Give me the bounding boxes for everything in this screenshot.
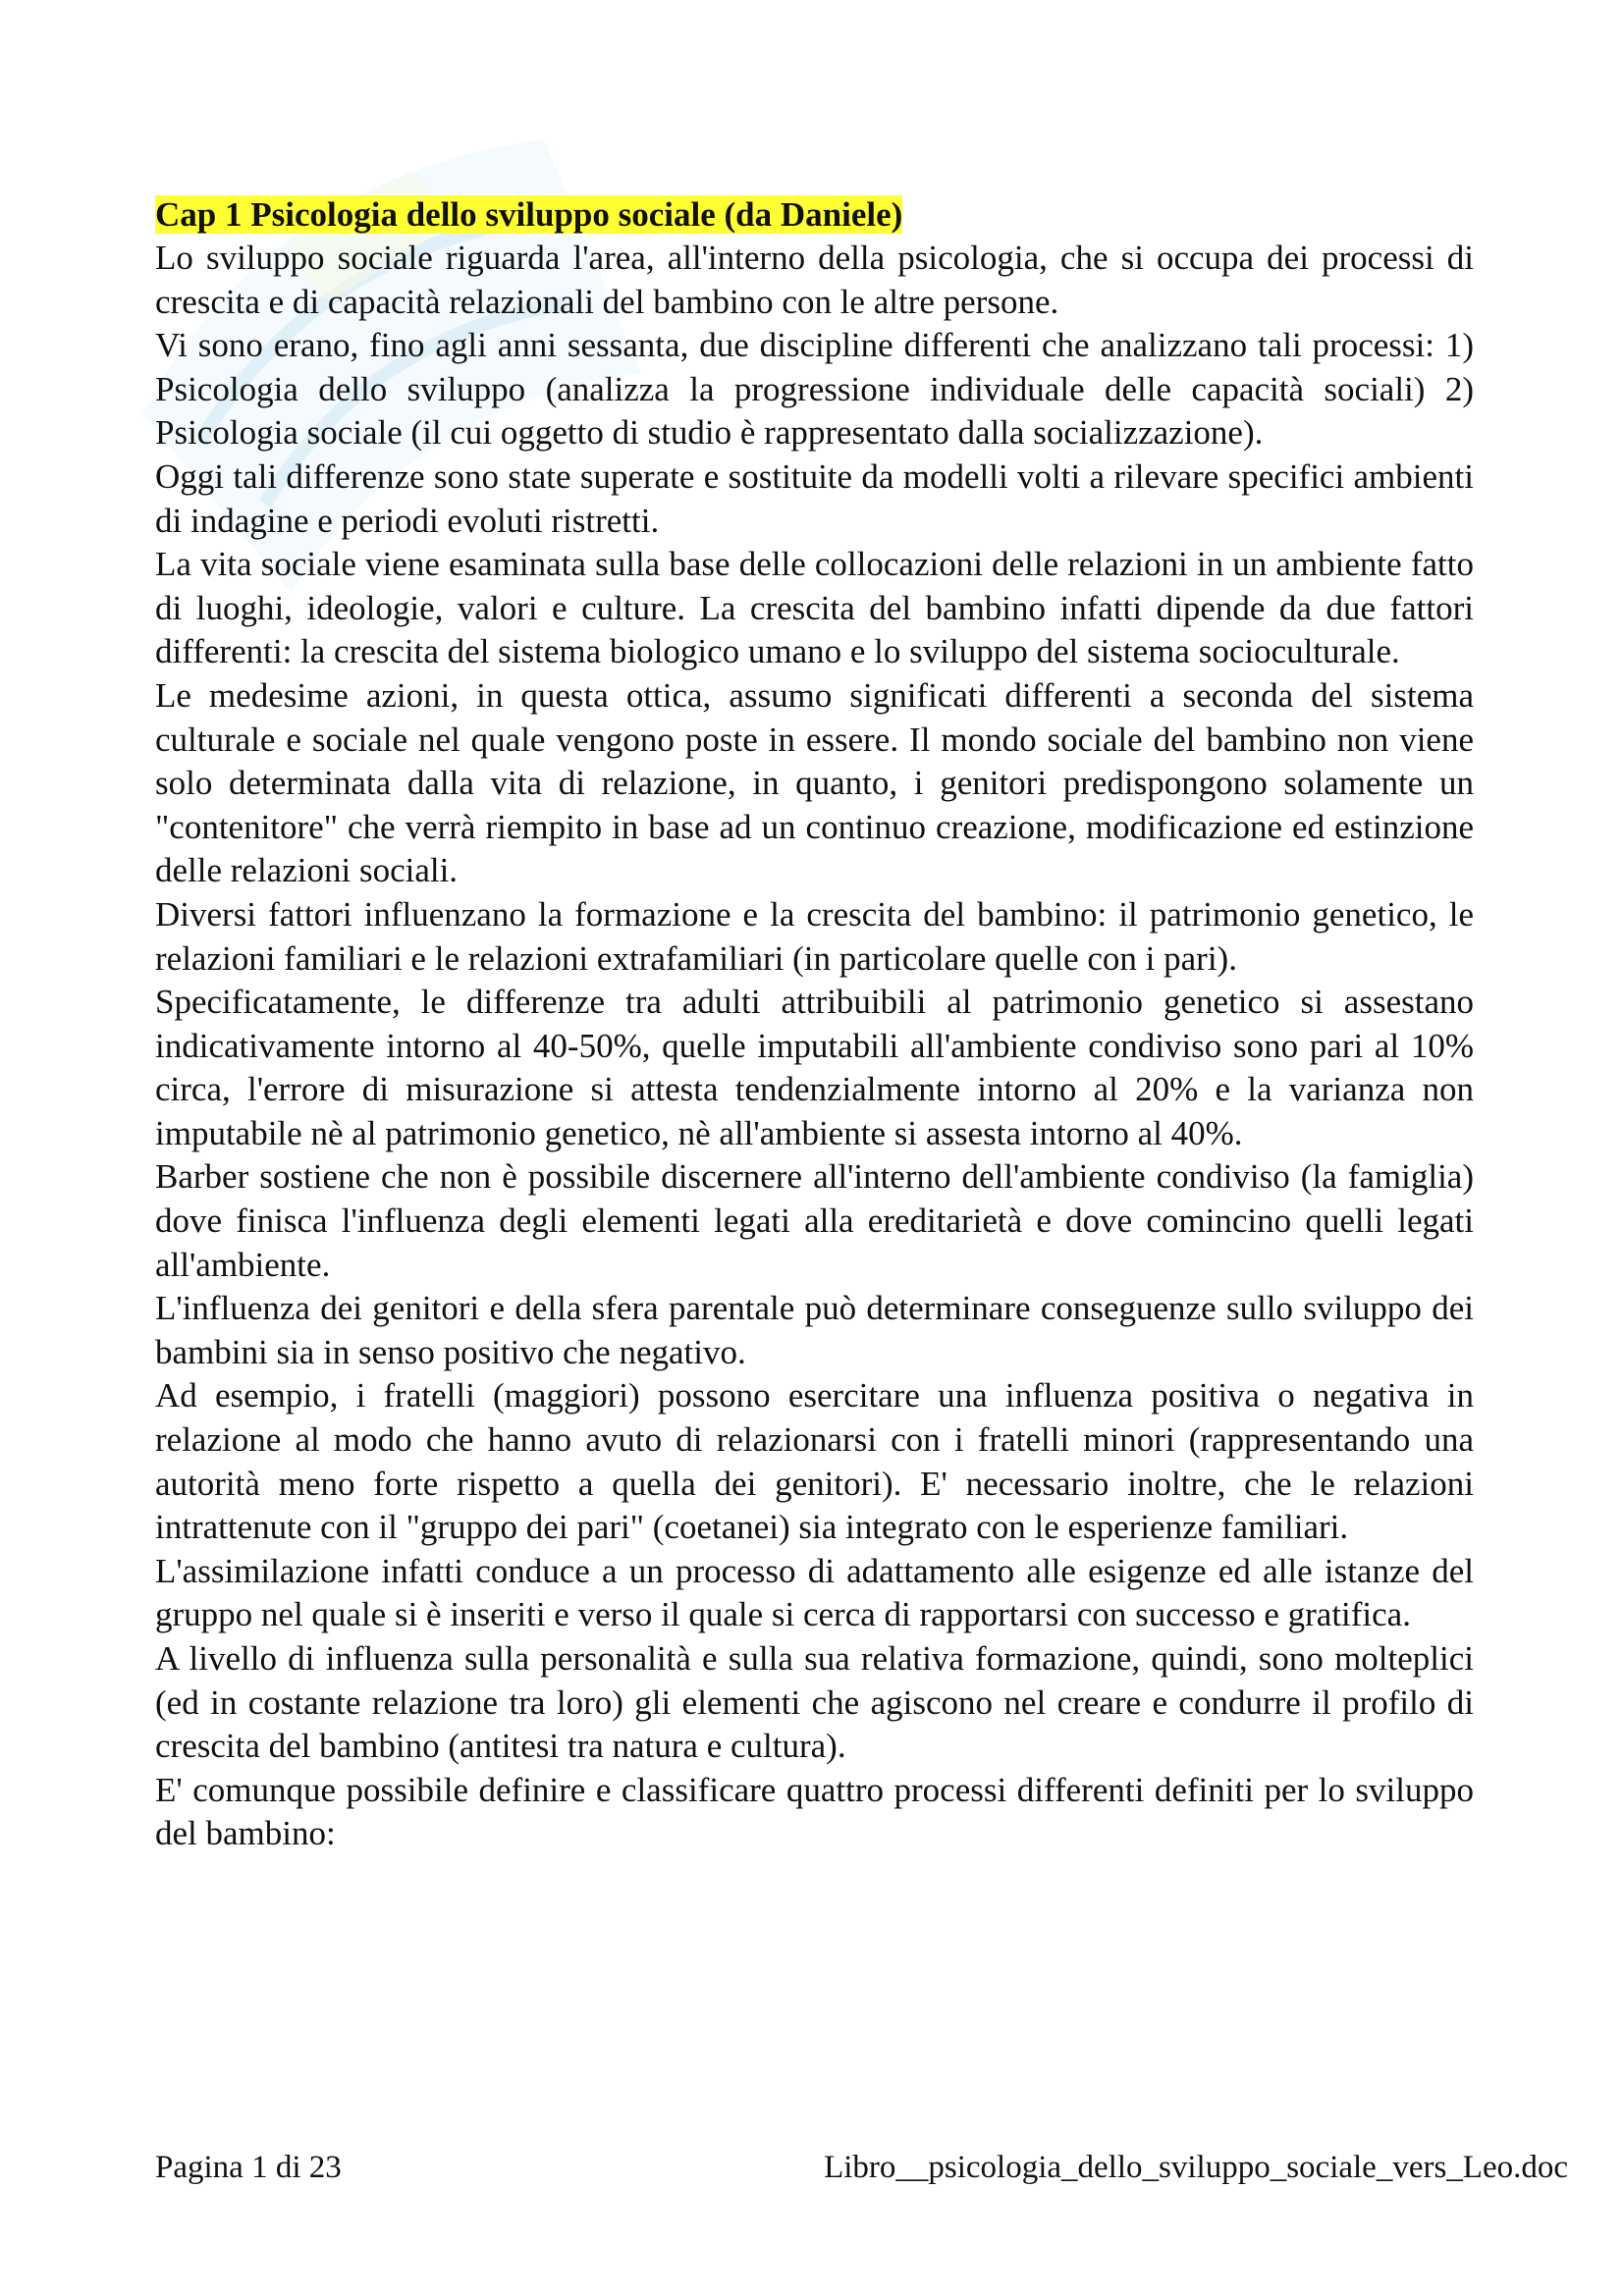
paragraph-2: Vi sono erano, fino agli anni sessanta, due discipline differenti che analizzano tali processi: 1) Psicologia dello sviluppo (analizza la progressione individuale delle capacità sociali) 2) Psicologia sociale (il cui oggetto di studio è rappresentato dalla socializzazione). xyxy=(155,326,1474,453)
paragraph-13: E' comunque possibile definire e classificare quattro processi differenti definiti per lo sviluppo del bambino: xyxy=(155,1770,1474,1853)
document-body xyxy=(155,192,1474,1856)
document-filename: Libro__psicologia_dello_sviluppo_sociale_vers_Leo.doc xyxy=(824,2150,1568,2185)
paragraph-9: L'influenza dei genitori e della sfera parentale può determinare conseguenze sullo sviluppo dei bambini sia in senso positivo che negativo. xyxy=(155,1289,1474,1371)
chapter-title-text: Cap 1 Psicologia dello sviluppo sociale (da Daniele) xyxy=(155,195,903,234)
paragraph-6: Diversi fattori influenzano la formazione e la crescita del bambino: il patrimonio genetico, le relazioni familiari e le relazioni extrafamiliari (in particolare quelle con i pari). xyxy=(155,894,1474,978)
paragraph-8: Barber sostiene che non è possibile discernere all'interno dell'ambiente condiviso (la famiglia) dove finisca l'influenza degli elementi legati alla ereditarietà e dove comincino quelli legati all'ambiente. xyxy=(155,1157,1474,1284)
paragraph-3: Oggi tali differenze sono state superate e sostituite da modelli volti a rilevare specifici ambienti di indagine e periodi evoluti ristretti. xyxy=(155,456,1474,540)
chapter-title xyxy=(155,192,1474,237)
paragraph-7: Specificatamente, le differenze tra adulti attribuibili al patrimonio genetico si assestano indicativamente intorno al 40-50%, quelle imputabili all'ambiente condiviso sono pari al 10% circa, l'errore di misurazione si attesta tendenzialmente intorno al 20% e la varianza non imputabile nè al patrimonio genetico, nè all'ambiente si assesta intorno al 40%. xyxy=(155,983,1474,1152)
paragraph-11: L'assimilazione infatti conduce a un processo di adattamento alle esigenze ed alle istanze del gruppo nel quale si è inseriti e verso il quale si cerca di rapportarsi con successo e gratifica. xyxy=(155,1551,1474,1634)
paragraph-1: Lo sviluppo sociale riguarda l'area, all'interno della psicologia, che si occupa dei processi di crescita e di capacità relazionali del bambino con le altre persone. xyxy=(155,239,1474,321)
paragraph-10: Ad esempio, i fratelli (maggiori) possono esercitare una influenza positiva o negativa in relazione al modo che hanno avuto di relazionarsi con i fratelli minori (rappresentando una autorità meno forte rispetto a quella dei genitori). E' necessario inoltre, che le relazioni intrattenute con il "gruppo dei pari" (coetanei) sia integrato con le esperienze familiari. xyxy=(155,1376,1474,1547)
paragraph-12: A livello di influenza sulla personalità e sulla sua relativa formazione, quindi, sono molteplici (ed in costante relazione tra loro) gli elementi che agiscono nel creare e condurre il profilo di crescita del bambino (antitesi tra natura e cultura). xyxy=(155,1639,1474,1766)
page-number: Pagina 1 di 23 xyxy=(155,2150,342,2185)
paragraph-4: La vita sociale viene esaminata sulla base delle collocazioni delle relazioni in un ambiente fatto di luoghi, ideologie, valori e culture. La crescita del bambino infatti dipende da due fattori differenti: la crescita del sistema biologico umano e lo sviluppo del sistema socioculturale. xyxy=(155,545,1474,671)
paragraph-5: Le medesime azioni, in questa ottica, assumo significati differenti a seconda del sistema culturale e sociale nel quale vengono poste in essere. Il mondo sociale del bambino non viene solo determinata dalla vita di relazione, in quanto, i genitori predispongono solamente un "contenitore" che verrà riempito in base ad un continuo creazione, modificazione ed estinzione delle relazioni sociali. xyxy=(155,675,1474,890)
